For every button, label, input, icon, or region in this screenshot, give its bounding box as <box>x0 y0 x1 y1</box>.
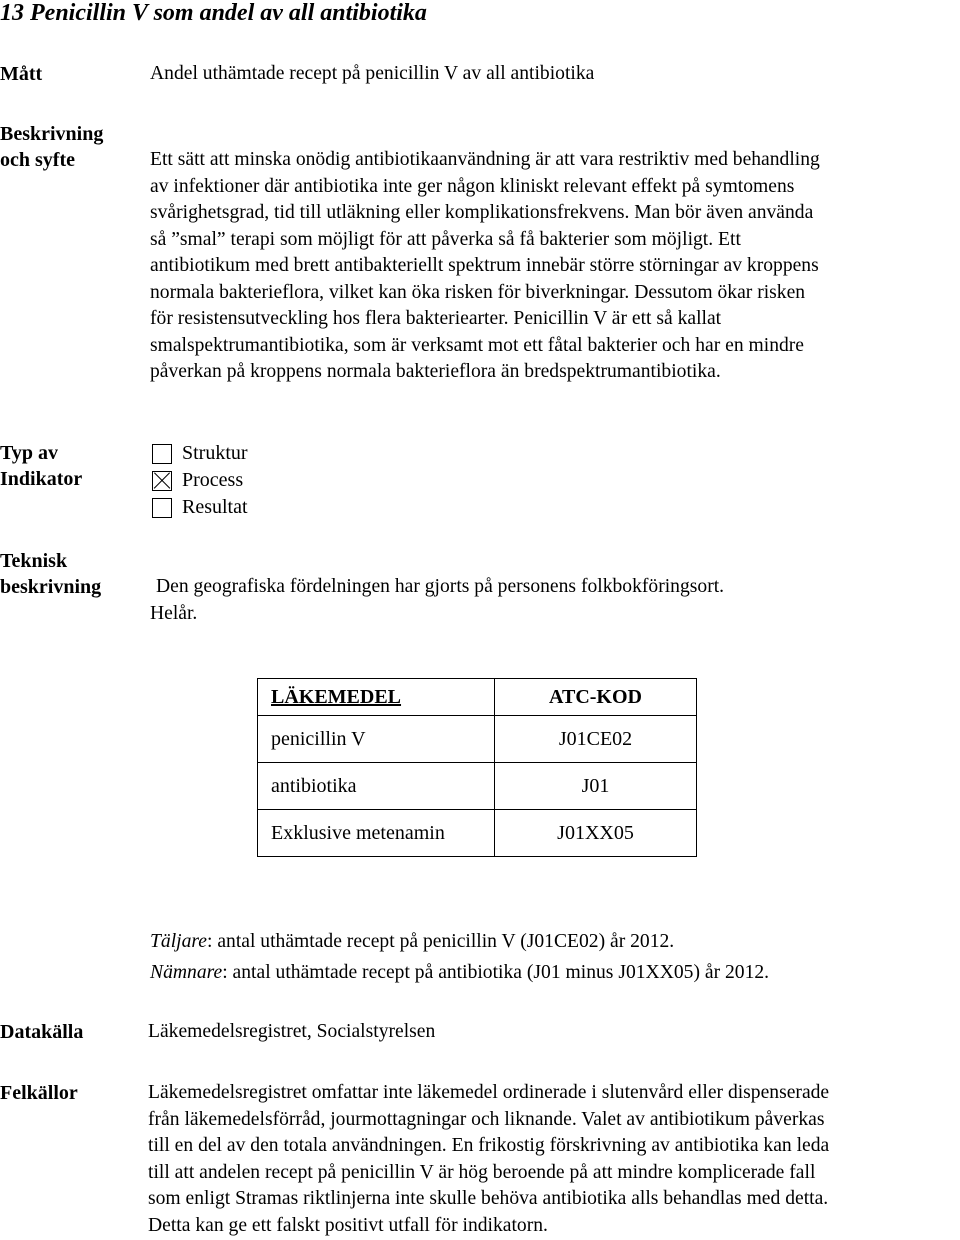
checkbox-process[interactable] <box>152 471 172 491</box>
namnare-text: : antal uthämtade recept på antibiotika (J01 minus J01XX05) år 2012. <box>222 962 770 983</box>
taljare-label: Täljare <box>150 931 207 952</box>
matt-text: Andel uthämtade recept på penicillin V av all antibiotika <box>150 63 595 84</box>
matt-label: Mått <box>0 63 43 85</box>
table-row <box>258 810 697 857</box>
teknisk-line1: Den geografiska fördelningen har gjorts på personens folkbokföringsort. <box>156 576 725 597</box>
beskrivning-line: påverkan på kroppens normala bakterieflora än bredspektrumantibiotika. <box>150 361 721 382</box>
beskrivning-line: antibiotikum med brett antibakteriellt spektrum innebär större störningar av kroppens <box>150 255 819 276</box>
table-row <box>258 763 697 810</box>
cell-code: J01 <box>495 763 697 810</box>
beskrivning-line: svårighetsgrad, tid till utläkning eller komplikationsfrekvens. Man bör även använda <box>150 202 814 223</box>
felkallor-text <box>148 1080 960 1239</box>
header-lakemedel: LÄKEMEDEL <box>258 679 495 716</box>
beskrivning-line: för resistensutveckling hos flera bakteriearter. Penicillin V är ett så kallat <box>150 308 722 329</box>
taljare-text: : antal uthämtade recept på penicillin V (J01CE02) år 2012. <box>206 931 675 952</box>
header-atc-kod: ATC-KOD <box>495 679 697 716</box>
atc-table-header <box>258 679 697 716</box>
table-row <box>258 716 697 763</box>
datakalla-label: Datakälla <box>0 1021 84 1043</box>
felkallor-line: till en del av den totala användningen. En frikostig förskrivning av antibiotika kan leda <box>148 1135 830 1156</box>
teknisk-label <box>0 548 101 600</box>
formula <box>150 926 769 988</box>
option-process-label: Process <box>182 469 244 491</box>
option-resultat[interactable] <box>152 494 248 521</box>
felkallor-line: till att andelen recept på penicillin V är hög beroende på att mindre komplicerade fall <box>148 1161 816 1183</box>
beskrivning-line: av infektioner där antibiotika inte ger någon kliniskt relevant effekt på symtomens <box>150 175 795 197</box>
cell-code: J01CE02 <box>495 716 697 763</box>
datakalla-text: Läkemedelsregistret, Socialstyrelsen <box>148 1021 436 1042</box>
felkallor-line: Läkemedelsregistret omfattar inte läkemedel ordinerade i slutenvård eller dispenserade <box>148 1082 830 1103</box>
option-struktur-label: Struktur <box>182 442 248 464</box>
checkbox-struktur[interactable] <box>152 444 172 464</box>
taljare-line <box>150 926 769 957</box>
option-resultat-label: Resultat <box>182 496 248 518</box>
beskrivning-label-line2: och syfte <box>0 149 75 171</box>
page-title: 13 Penicillin V som andel av all antibiotika <box>0 0 427 26</box>
teknisk-label-line2: beskrivning <box>0 576 102 598</box>
felkallor-line: Detta kan ge ett falskt positivt utfall för indikatorn. <box>148 1214 548 1236</box>
typ-label-line2: Indikator <box>0 468 83 490</box>
indicator-type-options <box>152 440 248 521</box>
beskrivning-line: så ”smal” terapi som möjligt för att påverka så få bakterier som möjligt. Ett <box>150 228 741 250</box>
beskrivning-line: Ett sätt att minska onödig antibiotikaanvändning är att vara restriktiv med behandling <box>150 149 820 170</box>
cell-name: antibiotika <box>258 763 495 810</box>
felkallor-label: Felkällor <box>0 1082 78 1104</box>
option-process[interactable] <box>152 467 248 494</box>
teknisk-label-line1: Teknisk <box>0 550 68 572</box>
atc-table <box>257 678 697 857</box>
beskrivning-label-line1: Beskrivning <box>0 123 104 145</box>
typ-label <box>0 440 82 492</box>
beskrivning-label <box>0 121 103 173</box>
felkallor-line: som enligt Stramas riktlinjerna inte skulle behöva antibiotika alls behandlas med detta. <box>148 1188 829 1209</box>
cell-code: J01XX05 <box>495 810 697 857</box>
typ-label-line1: Typ av <box>0 442 58 464</box>
option-struktur[interactable] <box>152 440 248 467</box>
felkallor-line: från läkemedelsförråd, jourmottagningar och liknande. Valet av antibiotikum påverkas <box>148 1108 825 1130</box>
beskrivning-line: normala bakterieflora, vilket kan öka risken för biverkningar. Dessutom ökar risken <box>150 281 806 303</box>
namnare-line <box>150 957 769 988</box>
teknisk-text <box>150 574 724 627</box>
cell-name: penicillin V <box>258 716 495 763</box>
beskrivning-text <box>150 147 950 386</box>
checkbox-resultat[interactable] <box>152 498 172 518</box>
cell-name: Exklusive metenamin <box>258 810 495 857</box>
namnare-label: Nämnare <box>150 962 223 983</box>
teknisk-line2: Helår. <box>150 602 198 624</box>
beskrivning-line: smalspektrumantibiotika, som är verksamt mot ett fåtal bakterier och har en mindre <box>150 334 805 356</box>
